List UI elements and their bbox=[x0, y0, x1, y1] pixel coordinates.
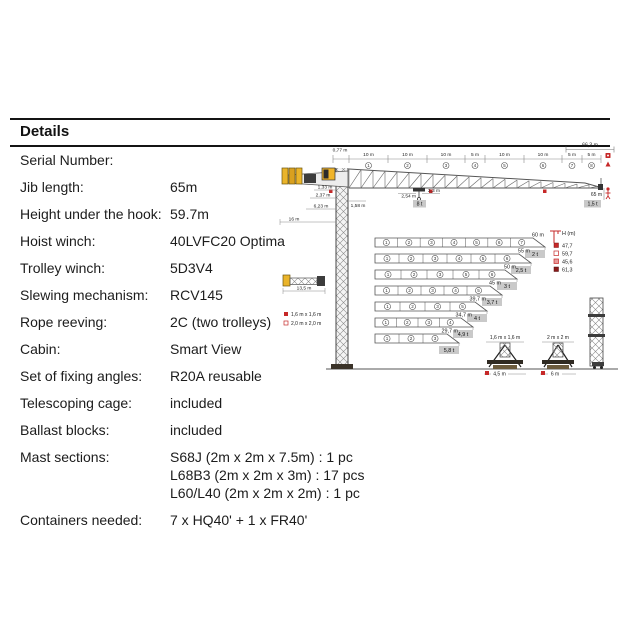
max-load-label: 8 t bbox=[416, 201, 423, 208]
section-number: 4 bbox=[452, 240, 456, 246]
spec-value: Smart View bbox=[170, 341, 242, 357]
section-number: 5 bbox=[464, 272, 468, 278]
jib-segment-length: 10 m bbox=[402, 153, 413, 158]
jib-segment-length: 10 m bbox=[499, 153, 510, 158]
person-icon bbox=[606, 187, 611, 199]
section-number: 5 bbox=[461, 304, 464, 310]
tip-load-label: 1,5 t bbox=[587, 201, 598, 208]
spec-value: 5D3V4 bbox=[170, 260, 213, 276]
spec-row bbox=[20, 448, 440, 502]
legend-height: 59,7 bbox=[562, 251, 573, 258]
spec-value: 65m bbox=[170, 179, 198, 195]
legend-mast-icon bbox=[554, 259, 559, 264]
config-tip-load: 2 t bbox=[532, 251, 538, 258]
trolley-dims bbox=[349, 188, 440, 209]
legend-height: 45,6 bbox=[562, 259, 573, 266]
section-number: 3 bbox=[433, 256, 437, 262]
mast-type-icon bbox=[284, 312, 288, 316]
jib-diagonal bbox=[349, 170, 361, 188]
counterjib-dim-label: 2,37 m bbox=[315, 193, 331, 199]
spec-value-line: L60/L40 (2m x 2m x 2m) : 1 pc bbox=[170, 485, 360, 501]
spec-label: Ballast blocks: bbox=[20, 422, 110, 438]
base-fixing-a bbox=[484, 335, 526, 377]
jib-diagonal bbox=[409, 174, 421, 188]
spec-label: Rope reeving: bbox=[20, 314, 108, 330]
section-number: 6 bbox=[490, 272, 494, 278]
jib-diagonal bbox=[541, 182, 553, 188]
section-number: 5 bbox=[481, 256, 485, 262]
jib-segment-number: 2 bbox=[406, 163, 409, 169]
config-tip-load: 3 t bbox=[504, 283, 510, 290]
cab bbox=[322, 168, 335, 180]
spec-value: 40LVFC20 Optima bbox=[170, 233, 285, 249]
counterjib-dim-label: 6,23 m bbox=[313, 204, 329, 210]
jib-dims bbox=[333, 152, 601, 169]
counterweight-block bbox=[282, 168, 288, 184]
jib-diagonal bbox=[481, 179, 493, 188]
overall-length-dim bbox=[566, 143, 614, 153]
obstacle-marker-icons bbox=[606, 153, 611, 167]
jib-segment-length: 5 m bbox=[587, 153, 596, 158]
jib-segment-length: 10 m bbox=[363, 153, 374, 158]
spec-label: Height under the hook: bbox=[20, 206, 162, 222]
config-bar bbox=[375, 270, 517, 279]
section-number: 6 bbox=[497, 240, 501, 246]
crane-diagram bbox=[270, 138, 620, 400]
section-number: 4 bbox=[448, 320, 452, 326]
jib-diagonal bbox=[373, 171, 385, 188]
trolley-dim-label: 2,54 m bbox=[401, 194, 416, 200]
spec-value bbox=[170, 448, 440, 502]
jib-segment-number: 4 bbox=[473, 163, 477, 169]
base-width-icon bbox=[541, 371, 545, 375]
section-number: 1 bbox=[385, 336, 389, 342]
section-number: 7 bbox=[520, 240, 523, 246]
spec-label: Telescoping cage: bbox=[20, 395, 133, 411]
mast-types bbox=[284, 312, 321, 327]
trolley-dim-label: 2,3 m bbox=[428, 189, 440, 194]
section-number: 1 bbox=[386, 272, 390, 278]
jib-diagonal bbox=[445, 176, 457, 188]
section-number: 2 bbox=[407, 240, 411, 246]
section-number: 3 bbox=[433, 336, 437, 342]
config-tip-load: 4,9 t bbox=[457, 331, 469, 338]
mast-type-label: 2,0 m x 2,0 m bbox=[291, 320, 322, 327]
section-number: 5 bbox=[475, 240, 478, 246]
legend-mast-icon bbox=[554, 243, 559, 248]
spec-label: Trolley winch: bbox=[20, 260, 106, 276]
mast-type-label: 1,6 m x 1,6 m bbox=[291, 311, 322, 318]
jib-diagonal bbox=[565, 184, 577, 188]
legend-title: H (m) bbox=[562, 231, 576, 237]
spec-row bbox=[20, 421, 440, 448]
red-triangle-icon bbox=[606, 162, 611, 167]
section-number: 1 bbox=[385, 256, 389, 262]
jib-segment-number: 8 bbox=[590, 163, 593, 169]
base-fixing-b bbox=[540, 335, 576, 377]
jib-diagonal bbox=[397, 173, 409, 188]
legend-height: 47,7 bbox=[562, 243, 573, 250]
crane-height-icon bbox=[550, 231, 561, 243]
spec-label: Containers needed: bbox=[20, 512, 143, 528]
jib-diagonal bbox=[529, 182, 541, 188]
jib-diagonal bbox=[421, 175, 433, 188]
spec-value: 2C (two trolleys) bbox=[170, 314, 272, 330]
base-width-icon bbox=[485, 371, 489, 375]
jib-diagonal bbox=[433, 175, 445, 188]
jib-diagonal bbox=[553, 183, 565, 188]
spec-value: RCV145 bbox=[170, 287, 223, 303]
jib-segment-length: 5 m bbox=[471, 153, 479, 158]
base-width-label: 4,5 m bbox=[493, 371, 506, 378]
section-number: 4 bbox=[454, 288, 457, 294]
section-number: 4 bbox=[457, 256, 461, 262]
erection-tower bbox=[588, 298, 605, 369]
spec-row bbox=[20, 511, 440, 538]
config-length: 34,7 m bbox=[455, 312, 472, 319]
jib-segment-number: 1 bbox=[367, 163, 370, 169]
section-number: 3 bbox=[430, 240, 433, 246]
section-number: 3 bbox=[438, 272, 442, 278]
config-bar bbox=[375, 302, 487, 311]
section-number: 2 bbox=[408, 288, 411, 294]
spec-label: Mast sections: bbox=[20, 449, 110, 465]
base-mast-label: 1,6 m x 1,6 m bbox=[489, 335, 521, 341]
jib-diagonal bbox=[469, 178, 481, 188]
jib-segment-number: 3 bbox=[444, 163, 448, 169]
section-number: 1 bbox=[386, 304, 389, 310]
section-number: 3 bbox=[427, 320, 431, 326]
config-length: 29,7 m bbox=[441, 328, 458, 335]
jib-diagonal bbox=[457, 177, 469, 188]
top-divider bbox=[10, 118, 610, 120]
hoist-winch-block bbox=[304, 174, 316, 183]
spec-value-line: S68J (2m x 2m x 7.5m) : 1 pc bbox=[170, 449, 353, 465]
counterjib-dim-label: 16 m bbox=[288, 217, 300, 223]
section-number: 6 bbox=[505, 256, 509, 262]
base-width-label: 6 m bbox=[550, 371, 560, 378]
section-number: 2 bbox=[409, 336, 413, 342]
spec-label: Hoist winch: bbox=[20, 233, 96, 249]
spec-label: Set of fixing angles: bbox=[20, 368, 143, 384]
height-legend bbox=[550, 231, 576, 273]
jib-segment-number: 7 bbox=[570, 163, 574, 169]
transport-unit bbox=[283, 275, 325, 294]
section-number: 2 bbox=[409, 256, 413, 262]
red-square-dot bbox=[607, 155, 609, 157]
jib-tip bbox=[598, 178, 603, 190]
config-tip-load: 4 t bbox=[474, 315, 480, 322]
config-tip-load: 3,7 t bbox=[486, 299, 498, 306]
section-number: 1 bbox=[385, 288, 388, 294]
mast-offset-label: 0,77 m bbox=[332, 148, 348, 154]
section-number: 5 bbox=[477, 288, 480, 294]
section-number: 3 bbox=[436, 304, 439, 310]
jib-segment-length: 10 m bbox=[537, 153, 549, 158]
jib-diagonal bbox=[505, 180, 517, 188]
config-tip-load: 5,8 t bbox=[443, 347, 455, 354]
section-number: 2 bbox=[412, 272, 416, 278]
jib-diagonal bbox=[385, 172, 397, 188]
section-number: 3 bbox=[431, 288, 434, 294]
trolley-marker-icon bbox=[543, 190, 547, 194]
page-title: Details bbox=[20, 123, 70, 140]
spec-value: included bbox=[170, 395, 223, 411]
mast-type-icon bbox=[284, 321, 288, 325]
spec-value: 7 x HQ40' + 1 x FR40' bbox=[170, 512, 308, 528]
spec-label: Cabin: bbox=[20, 341, 61, 357]
section-number: 1 bbox=[385, 240, 388, 246]
section-number: 2 bbox=[411, 304, 414, 310]
jib-segment-length: 5 m bbox=[568, 153, 576, 158]
tip-radius-label: 65 m bbox=[590, 192, 602, 198]
legend-mast-icon bbox=[554, 251, 559, 256]
legend-mast-icon bbox=[554, 267, 559, 272]
jib-diagonal bbox=[517, 181, 529, 188]
crane-diagram-svg bbox=[270, 138, 620, 400]
section-number: 1 bbox=[384, 320, 388, 326]
trolley-dim-label: 1,58 m bbox=[350, 204, 366, 209]
spec-value-line: L68B3 (2m x 2m x 3m) : 17 pcs bbox=[170, 467, 365, 483]
config-length: 50 m bbox=[504, 264, 516, 271]
spec-value: 59.7m bbox=[170, 206, 209, 222]
spec-label: Slewing mechanism: bbox=[20, 287, 149, 303]
spec-value: R20A reusable bbox=[170, 368, 262, 384]
counterjib-dim-label: 1,33 m bbox=[317, 185, 333, 191]
config-bar bbox=[375, 318, 473, 327]
config-length: 60 m bbox=[532, 232, 544, 239]
max-load bbox=[413, 200, 426, 208]
jib-truss bbox=[349, 169, 601, 188]
config-bar bbox=[375, 286, 502, 295]
spec-label: Jib length: bbox=[20, 179, 84, 195]
config-length: 55 m bbox=[518, 248, 530, 255]
jib-diagonal bbox=[493, 179, 505, 188]
spec-value: included bbox=[170, 422, 223, 438]
base-mast-label: 2 m x 2 m bbox=[547, 335, 569, 341]
counterweight-block bbox=[289, 168, 295, 184]
overall-length-label: 66,3 m bbox=[582, 142, 598, 149]
section-number: 2 bbox=[405, 320, 409, 326]
jib-segment-number: 6 bbox=[541, 163, 545, 169]
config-length: 39,7 m bbox=[469, 296, 486, 303]
jib-segment-length: 10 m bbox=[440, 153, 452, 158]
jib-diagonal bbox=[361, 171, 373, 188]
config-length: 45 m bbox=[489, 280, 501, 287]
legend-height: 61,3 bbox=[562, 267, 573, 274]
transport-length-label: 13,5 m bbox=[296, 286, 312, 292]
counterjib-dims bbox=[280, 185, 336, 226]
spec-label: Serial Number: bbox=[20, 152, 114, 168]
config-tip-load: 2,5 t bbox=[515, 267, 527, 274]
counterweight-block bbox=[296, 168, 302, 184]
tip-radius-dim bbox=[584, 188, 604, 208]
jib-segment-number: 5 bbox=[503, 163, 506, 169]
